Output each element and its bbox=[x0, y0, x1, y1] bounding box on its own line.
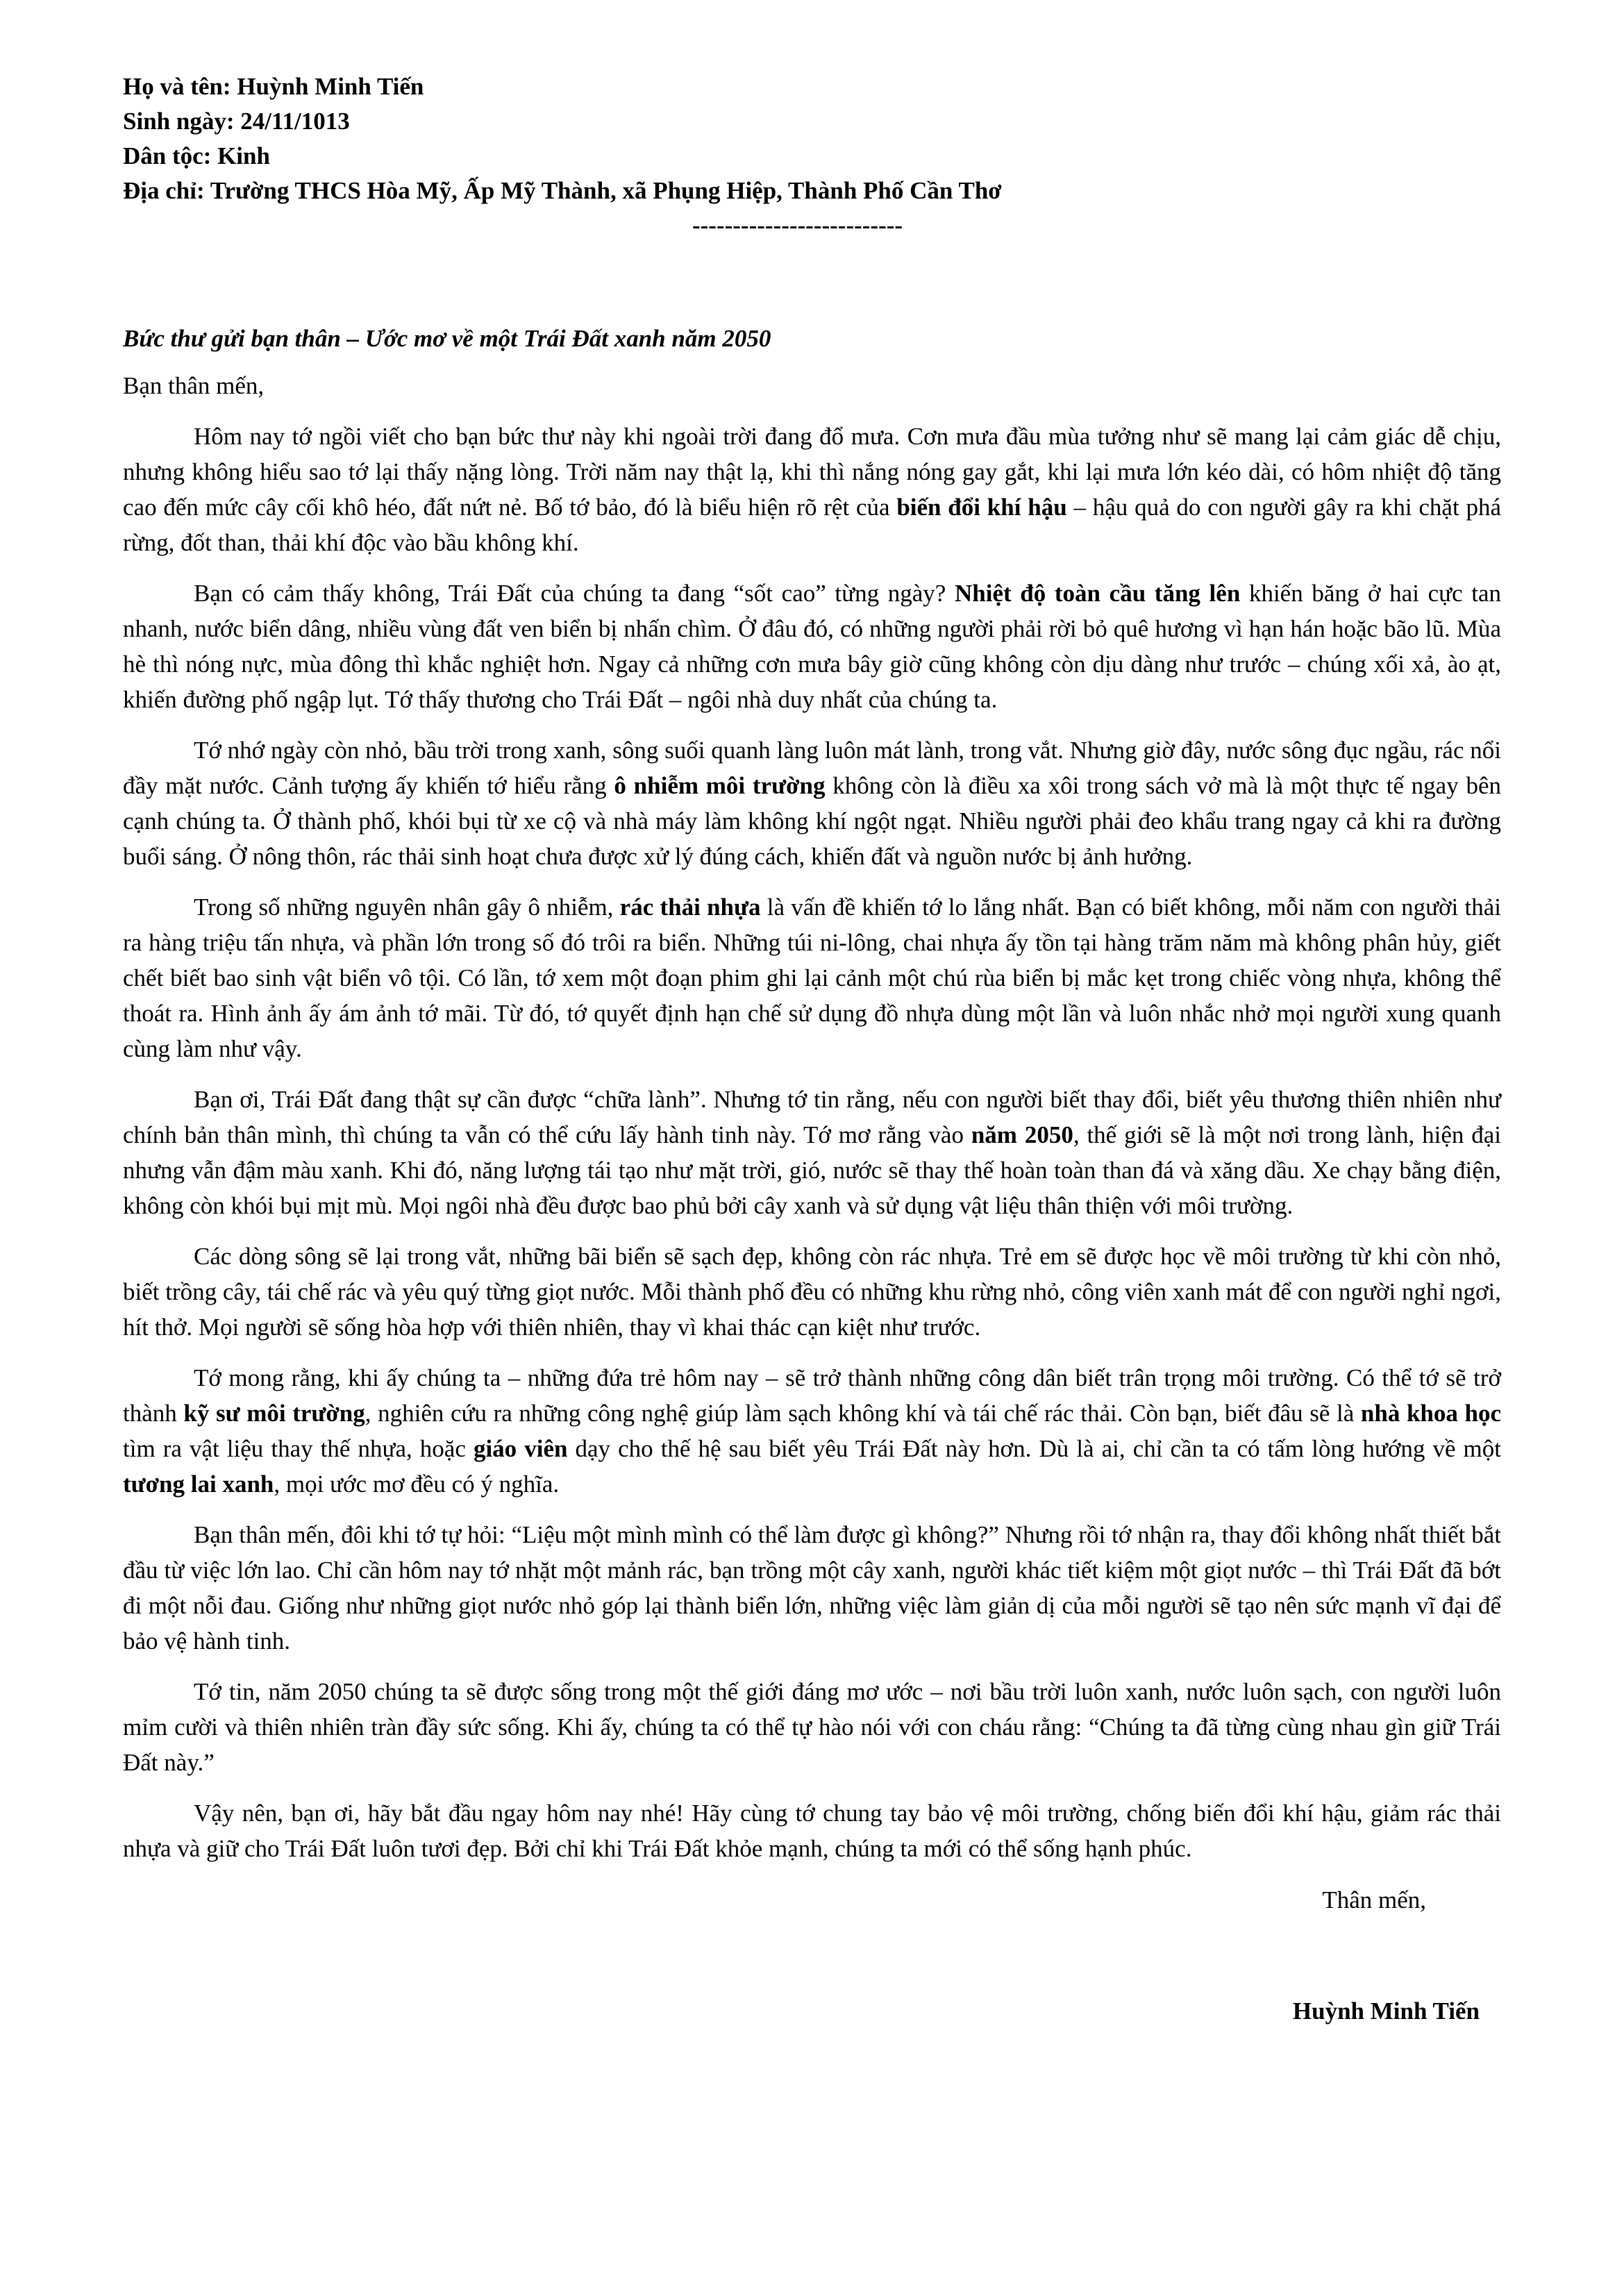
paragraph-text: Hôm nay tớ ngồi viết cho bạn bức thư này khi ngoài trời đang đổ mưa. Cơn mưa đầu mùa tưởng như sẽ mang lại cảm giác dễ chịu, nhưng không hiểu sao tớ lại thấy nặng lòng. Trời năm nay thật lạ, khi thì nắng nóng gay gắt, khi lại mưa lớn kéo dài, có hôm nhiệt độ tăng cao đến mức cây cối khô héo, đất nứt nẻ. Bố tớ bảo, đó là biểu hiện rõ rệt của bbox=[123, 423, 1501, 521]
letter-closing: Thân mến, bbox=[1322, 1886, 1426, 1913]
paragraph-text: Tớ tin, năm 2050 chúng ta sẽ được sống trong một thế giới đáng mơ ước – nơi bầu trời luôn xanh, nước luôn sạch, con người luôn mỉm cười và thiên nhiên tràn đầy sức sống. Khi ấy, chúng ta có thể tự hào nói với con cháu rằng: “Chúng ta đã từng cùng nhau gìn giữ Trái Đất này.” bbox=[123, 1678, 1501, 1776]
paragraph-2 bbox=[123, 576, 1501, 717]
paragraph-bold: biến đổi khí hậu bbox=[896, 494, 1067, 521]
paragraph-10 bbox=[123, 1795, 1501, 1866]
paragraph-text: Trong số những nguyên nhân gây ô nhiễm, bbox=[194, 894, 620, 921]
paragraph-bold: ô nhiễm môi trường bbox=[614, 772, 826, 799]
paragraph-1 bbox=[123, 419, 1501, 560]
paragraph-text: Bạn có cảm thấy không, Trái Đất của chúng ta đang “sốt cao” từng ngày? bbox=[194, 580, 955, 607]
paragraph-text: không còn là điều xa xôi trong sách vở mà là một thực tế ngay bên cạnh chúng ta. Ở thành phố, khói bụi từ xe cộ và nhà máy làm không khí ngột ngạt. Nhiều người phải đeo khẩu trang ngay cả khi ra đường buổi sáng. Ở nông thôn, rác thải sinh hoạt chưa được xử lý đúng cách, khiến đất và nguồn nước bị ảnh hưởng. bbox=[123, 772, 1502, 870]
paragraph-text: , mọi ước mơ đều có ý nghĩa. bbox=[274, 1470, 560, 1498]
author-dob: Sinh ngày: 24/11/1013 bbox=[123, 108, 350, 135]
paragraph-bold: kỹ sư môi trường bbox=[183, 1400, 365, 1427]
paragraph-text: Bạn ơi, Trái Đất đang thật sự cần được “chữa lành”. Nhưng tớ tin rằng, nếu con người biết thay đổi, biết yêu thương thiên nhiên như chính bản thân mình, thì chúng ta vẫn có thể cứu lấy hành tinh này. Tớ mơ rằng vào bbox=[123, 1086, 1501, 1148]
paragraph-text: Các dòng sông sẽ lại trong vắt, những bãi biển sẽ sạch đẹp, không còn rác nhựa. Trẻ em sẽ được học về môi trường từ khi còn nhỏ, biết trồng cây, tái chế rác và yêu quý từng giọt nước. Mỗi thành phố đều có những khu rừng nhỏ, công viên xanh mát để con người nghỉ ngơi, hít thở. Mọi người sẽ sống hòa hợp với thiên nhiên, thay vì khai thác cạn kiệt như trước. bbox=[123, 1243, 1501, 1341]
author-address: Địa chỉ: Trường THCS Hòa Mỹ, Ấp Mỹ Thành, xã Phụng Hiệp, Thành Phố Cần Thơ bbox=[123, 177, 1002, 204]
paragraph-bold: giáo viên bbox=[473, 1435, 568, 1462]
paragraph-text: tìm ra vật liệu thay thế nhựa, hoặc bbox=[123, 1435, 474, 1462]
letter-greeting: Bạn thân mến, bbox=[123, 372, 265, 399]
paragraph-9 bbox=[123, 1674, 1501, 1780]
paragraph-text: Vậy nên, bạn ơi, hãy bắt đầu ngay hôm nay nhé! Hãy cùng tớ chung tay bảo vệ môi trường, chống biến đổi khí hậu, giảm rác thải nhựa và giữ cho Trái Đất luôn tươi đẹp. Bởi chỉ khi Trái Đất khỏe mạnh, chúng ta mới có thể sống hạnh phúc. bbox=[123, 1800, 1501, 1862]
paragraph-3 bbox=[123, 732, 1501, 874]
paragraph-text: , nghiên cứu ra những công nghệ giúp làm sạch không khí và tái chế rác thải. Còn bạn, biết đâu sẽ là bbox=[365, 1400, 1361, 1427]
header-separator: -------------------------- bbox=[692, 212, 903, 239]
paragraph-text: là vấn đề khiến tớ lo lắng nhất. Bạn có biết không, mỗi năm con người thải ra hàng triệu tấn nhựa, và phần lớn trong số đó trôi ra biển. Những túi ni-lông, chai nhựa ấy tồn tại hàng trăm năm mà không phân hủy, giết chết biết bao sinh vật biển vô tội. Có lần, tớ xem một đoạn phim ghi lại cảnh một chú rùa biển bị mắc kẹt trong chiếc vòng nhựa, không thể thoát ra. Hình ảnh ấy ám ảnh tớ mãi. Từ đó, tớ quyết định hạn chế sử dụng đồ nhựa dùng một lần và luôn nhắc nhở mọi người xung quanh cùng làm như vậy. bbox=[123, 894, 1502, 1062]
paragraph-bold: năm 2050 bbox=[971, 1121, 1073, 1148]
paragraph-text: dạy cho thế hệ sau biết yêu Trái Đất này hơn. Dù là ai, chỉ cần ta có tấm lòng hướng về một bbox=[567, 1435, 1501, 1462]
paragraph-text: – hậu quả do con người gây ra khi chặt phá rừng, đốt than, thải khí độc vào bầu không khí. bbox=[123, 494, 1501, 556]
paragraph-bold: tương lai xanh bbox=[123, 1470, 274, 1498]
paragraph-text: , thế giới sẽ là một nơi trong lành, hiện đại nhưng vẫn đậm màu xanh. Khi đó, năng lượng tái tạo như mặt trời, gió, nước sẽ thay thế hoàn toàn than đá và xăng dầu. Xe chạy bằng điện, không còn khói bụi mịt mù. Mọi ngôi nhà đều được bao phủ bởi cây xanh và sử dụng vật liệu thân thiện với môi trường. bbox=[123, 1121, 1501, 1219]
letter-signature: Huỳnh Minh Tiến bbox=[1292, 1997, 1480, 2025]
paragraph-bold: rác thải nhựa bbox=[619, 894, 761, 921]
author-ethnicity: Dân tộc: Kinh bbox=[123, 142, 270, 169]
letter-title: Bức thư gửi bạn thân – Ước mơ về một Trái Đất xanh năm 2050 bbox=[123, 325, 771, 352]
paragraph-text: Tớ nhớ ngày còn nhỏ, bầu trời trong xanh, sông suối quanh làng luôn mát lành, trong vắt. Nhưng giờ đây, nước sông đục ngầu, rác nổi đầy mặt nước. Cảnh tượng ấy khiến tớ hiểu rằng bbox=[123, 737, 1501, 799]
author-name: Họ và tên: Huỳnh Minh Tiến bbox=[123, 73, 424, 100]
paragraph-text: Tớ mong rằng, khi ấy chúng ta – những đứa trẻ hôm nay – sẽ trở thành những công dân biết trân trọng môi trường. Có thể tớ sẽ trở thành bbox=[123, 1364, 1501, 1427]
paragraph-6 bbox=[123, 1239, 1501, 1345]
paragraph-8 bbox=[123, 1517, 1501, 1659]
letter-page bbox=[123, 69, 1501, 2029]
paragraph-7 bbox=[123, 1360, 1501, 1502]
paragraph-5 bbox=[123, 1082, 1501, 1223]
paragraph-text: Bạn thân mến, đôi khi tớ tự hỏi: “Liệu một mình mình có thể làm được gì không?” Nhưng rồi tớ nhận ra, thay đổi không nhất thiết bắt đầu từ việc lớn lao. Chỉ cần hôm nay tớ nhặt một mảnh rác, bạn trồng một cây xanh, người khác tiết kiệm một giọt nước – thì Trái Đất đã bớt đi một nỗi đau. Giống như những giọt nước nhỏ góp lại thành biển lớn, những việc làm giản dị của mỗi người sẽ tạo nên sức mạnh vĩ đại để bảo vệ hành tinh. bbox=[123, 1521, 1501, 1654]
paragraph-bold: Nhiệt độ toàn cầu tăng lên bbox=[954, 580, 1241, 607]
paragraph-text: khiến băng ở hai cực tan nhanh, nước biển dâng, nhiều vùng đất ven biển bị nhấn chìm. Ở đâu đó, có những người phải rời bỏ quê hương vì hạn hán hoặc bão lũ. Mùa hè thì nóng nực, mùa đông thì khắc nghiệt hơn. Ngay cả những cơn mưa bây giờ cũng không còn dịu dàng như trước – chúng xối xả, ào ạt, khiến đường phố ngập lụt. Tớ thấy thương cho Trái Đất – ngôi nhà duy nhất của chúng ta. bbox=[123, 580, 1502, 713]
paragraph-bold: nhà khoa học bbox=[1360, 1400, 1502, 1427]
paragraph-4 bbox=[123, 889, 1501, 1066]
